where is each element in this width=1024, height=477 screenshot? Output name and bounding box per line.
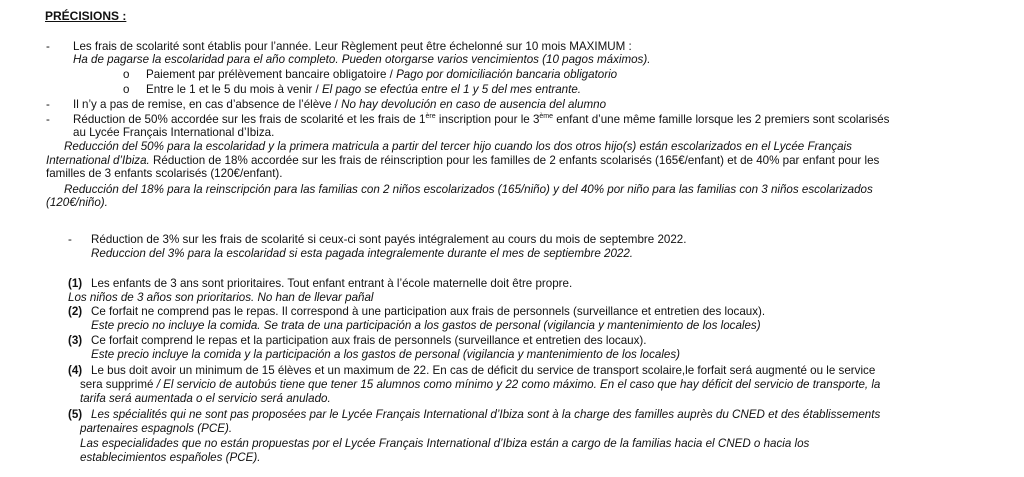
- note-number: (1): [68, 277, 83, 290]
- note4-line3: tarifa será aumentada o el servicio será anulado.: [80, 392, 331, 405]
- item3-line1-c: enfant d’une même famille lorsque les 2 premiers sont scolarisés: [553, 113, 890, 126]
- note3-es: Este precio incluye la comida y la participación a los gastos de personal (vigilancia y mantenimiento de los locales): [91, 348, 681, 361]
- item2-es: No hay devolución en caso de ausencia del alumno: [341, 98, 607, 111]
- superscript: ème: [539, 113, 554, 120]
- item4-es-line: Reduccion del 3% para la escolaridad si esta pagada integralemente durante el mes de septiembre 2022.: [91, 247, 634, 260]
- circle-bullet: o: [123, 68, 130, 81]
- note-number: (2): [68, 305, 83, 318]
- dash-bullet: -: [68, 233, 72, 246]
- item3-line7: (120€/niño).: [46, 196, 108, 209]
- superscript: ère: [425, 113, 436, 120]
- dash-bullet: -: [46, 113, 50, 126]
- item1-sub1-es: Pago por domiciliación bancaria obligatorio: [396, 68, 618, 81]
- note3-fr: Ce forfait comprend le repas et la participation aux frais de personnels (surveillance et entretien des locaux).: [91, 334, 647, 347]
- item1-sub1-fr: Paiement par prélèvement bancaire obligatoire /: [146, 68, 397, 81]
- note-number: (4): [68, 364, 83, 377]
- note4-line1: Le bus doit avoir un minimum de 15 élèves et un maximum de 22. En cas de déficit du service de transport scolaire,le forfait será augmenté ou le service: [91, 364, 876, 377]
- item3-line5: familles de 3 enfants scolarisés (120€/enfant).: [46, 167, 283, 180]
- note2-es: Este precio no incluye la comida. Se trata de una participación a los gastos de personal (vigilancia y mantenimiento de los locales): [91, 319, 761, 332]
- note-number: (3): [68, 334, 83, 347]
- item3-line2: au Lycée Français International d’Ibiza.: [73, 126, 275, 139]
- dash-bullet: -: [46, 98, 50, 111]
- section-heading: PRÉCISIONS :: [45, 9, 127, 23]
- item3-line6: Reducción del 18% para la reinscripción para las familias con 2 niños escolarizados (165/niño) y del 40% por niño para las familias con 3 niños escolarizados: [64, 183, 873, 196]
- circle-bullet: o: [123, 83, 130, 96]
- note5-line2: partenaires espagnols (PCE).: [80, 422, 233, 435]
- item3-line4-fr: Réduction de 18% accordée sur les frais de réinscription pour les familles de 2 enfants scolarisés (165€/enfant) et de 40% par enfant pour les: [149, 154, 880, 167]
- item1-fr-line: Les frais de scolarité sont établis pour l’année. Leur Règlement peut être échelonné sur 10 mois MAXIMUM :: [73, 40, 632, 53]
- item1-sub2-es: El pago se efectúa entre el 1 y 5 del mes entrante.: [321, 83, 582, 96]
- item3-line1-b: inscription pour le 3: [435, 113, 540, 126]
- item1-sub1: [146, 69, 617, 81]
- item1-es-line: Ha de pagarse la escolaridad para el año completo. Pueden otorgarse varios vencimientos (10 pagos máximos).: [73, 53, 651, 66]
- item3-line4-es: International d’Ibiza.: [46, 154, 150, 167]
- dash-bullet: -: [46, 40, 50, 53]
- item4-fr-line: Réduction de 3% sur les frais de scolarité si ceux-ci sont payés intégralement au cours du mois de septembre 2022.: [91, 233, 687, 246]
- item1-sub2: [146, 84, 581, 96]
- item3-line1: [73, 114, 889, 126]
- item2-line: [73, 99, 606, 111]
- note-number: (5): [68, 408, 83, 421]
- item3-line1-a: Réduction de 50% accordée sur les frais de scolarité et les frais de 1: [73, 113, 426, 126]
- note5-line4: establecimientos españoles (PCE).: [80, 451, 261, 464]
- note4-line2: [80, 379, 880, 391]
- note4-line2-fr: sera supprimé: [80, 378, 157, 391]
- note4-line2-es: / El servicio de autobús tiene que tener 15 alumnos como mínimo y 22 como máximo. En el caso que hay déficit del servicio de transporte, la: [156, 378, 881, 391]
- item3-line3: Reducción del 50% para la escolaridad y la primera matricula a partir del tercer hijo cuando los dos otros hijo(s) están escolarizados en el Lycée Français: [64, 140, 852, 153]
- note5-line3: Las especialidades que no están propuestas por el Lycée Français International d’Ibiza están a cargo de la familias hacia el CNED o hacia los: [80, 437, 810, 450]
- item3-line4: [46, 155, 879, 167]
- note5-line1: Les spécialités qui ne sont pas proposées par le Lycée Français International d’Ibiza sont à la charge des familles auprès du CNED et des établissements: [91, 408, 881, 421]
- note1-es: Los niños de 3 años son prioritarios. No han de llevar pañal: [68, 291, 374, 304]
- item1-sub2-fr: Entre le 1 et le 5 du mois à venir /: [146, 83, 322, 96]
- note1-fr: Les enfants de 3 ans sont prioritaires. Tout enfant entrant à l’école maternelle doit être propre.: [91, 277, 573, 290]
- note2-fr: Ce forfait ne comprend pas le repas. Il correspond à une participation aux frais de personnels (surveillance et entretien des locaux).: [91, 305, 766, 318]
- item2-fr: Il n’y a pas de remise, en cas d’absence de l’élève /: [73, 98, 342, 111]
